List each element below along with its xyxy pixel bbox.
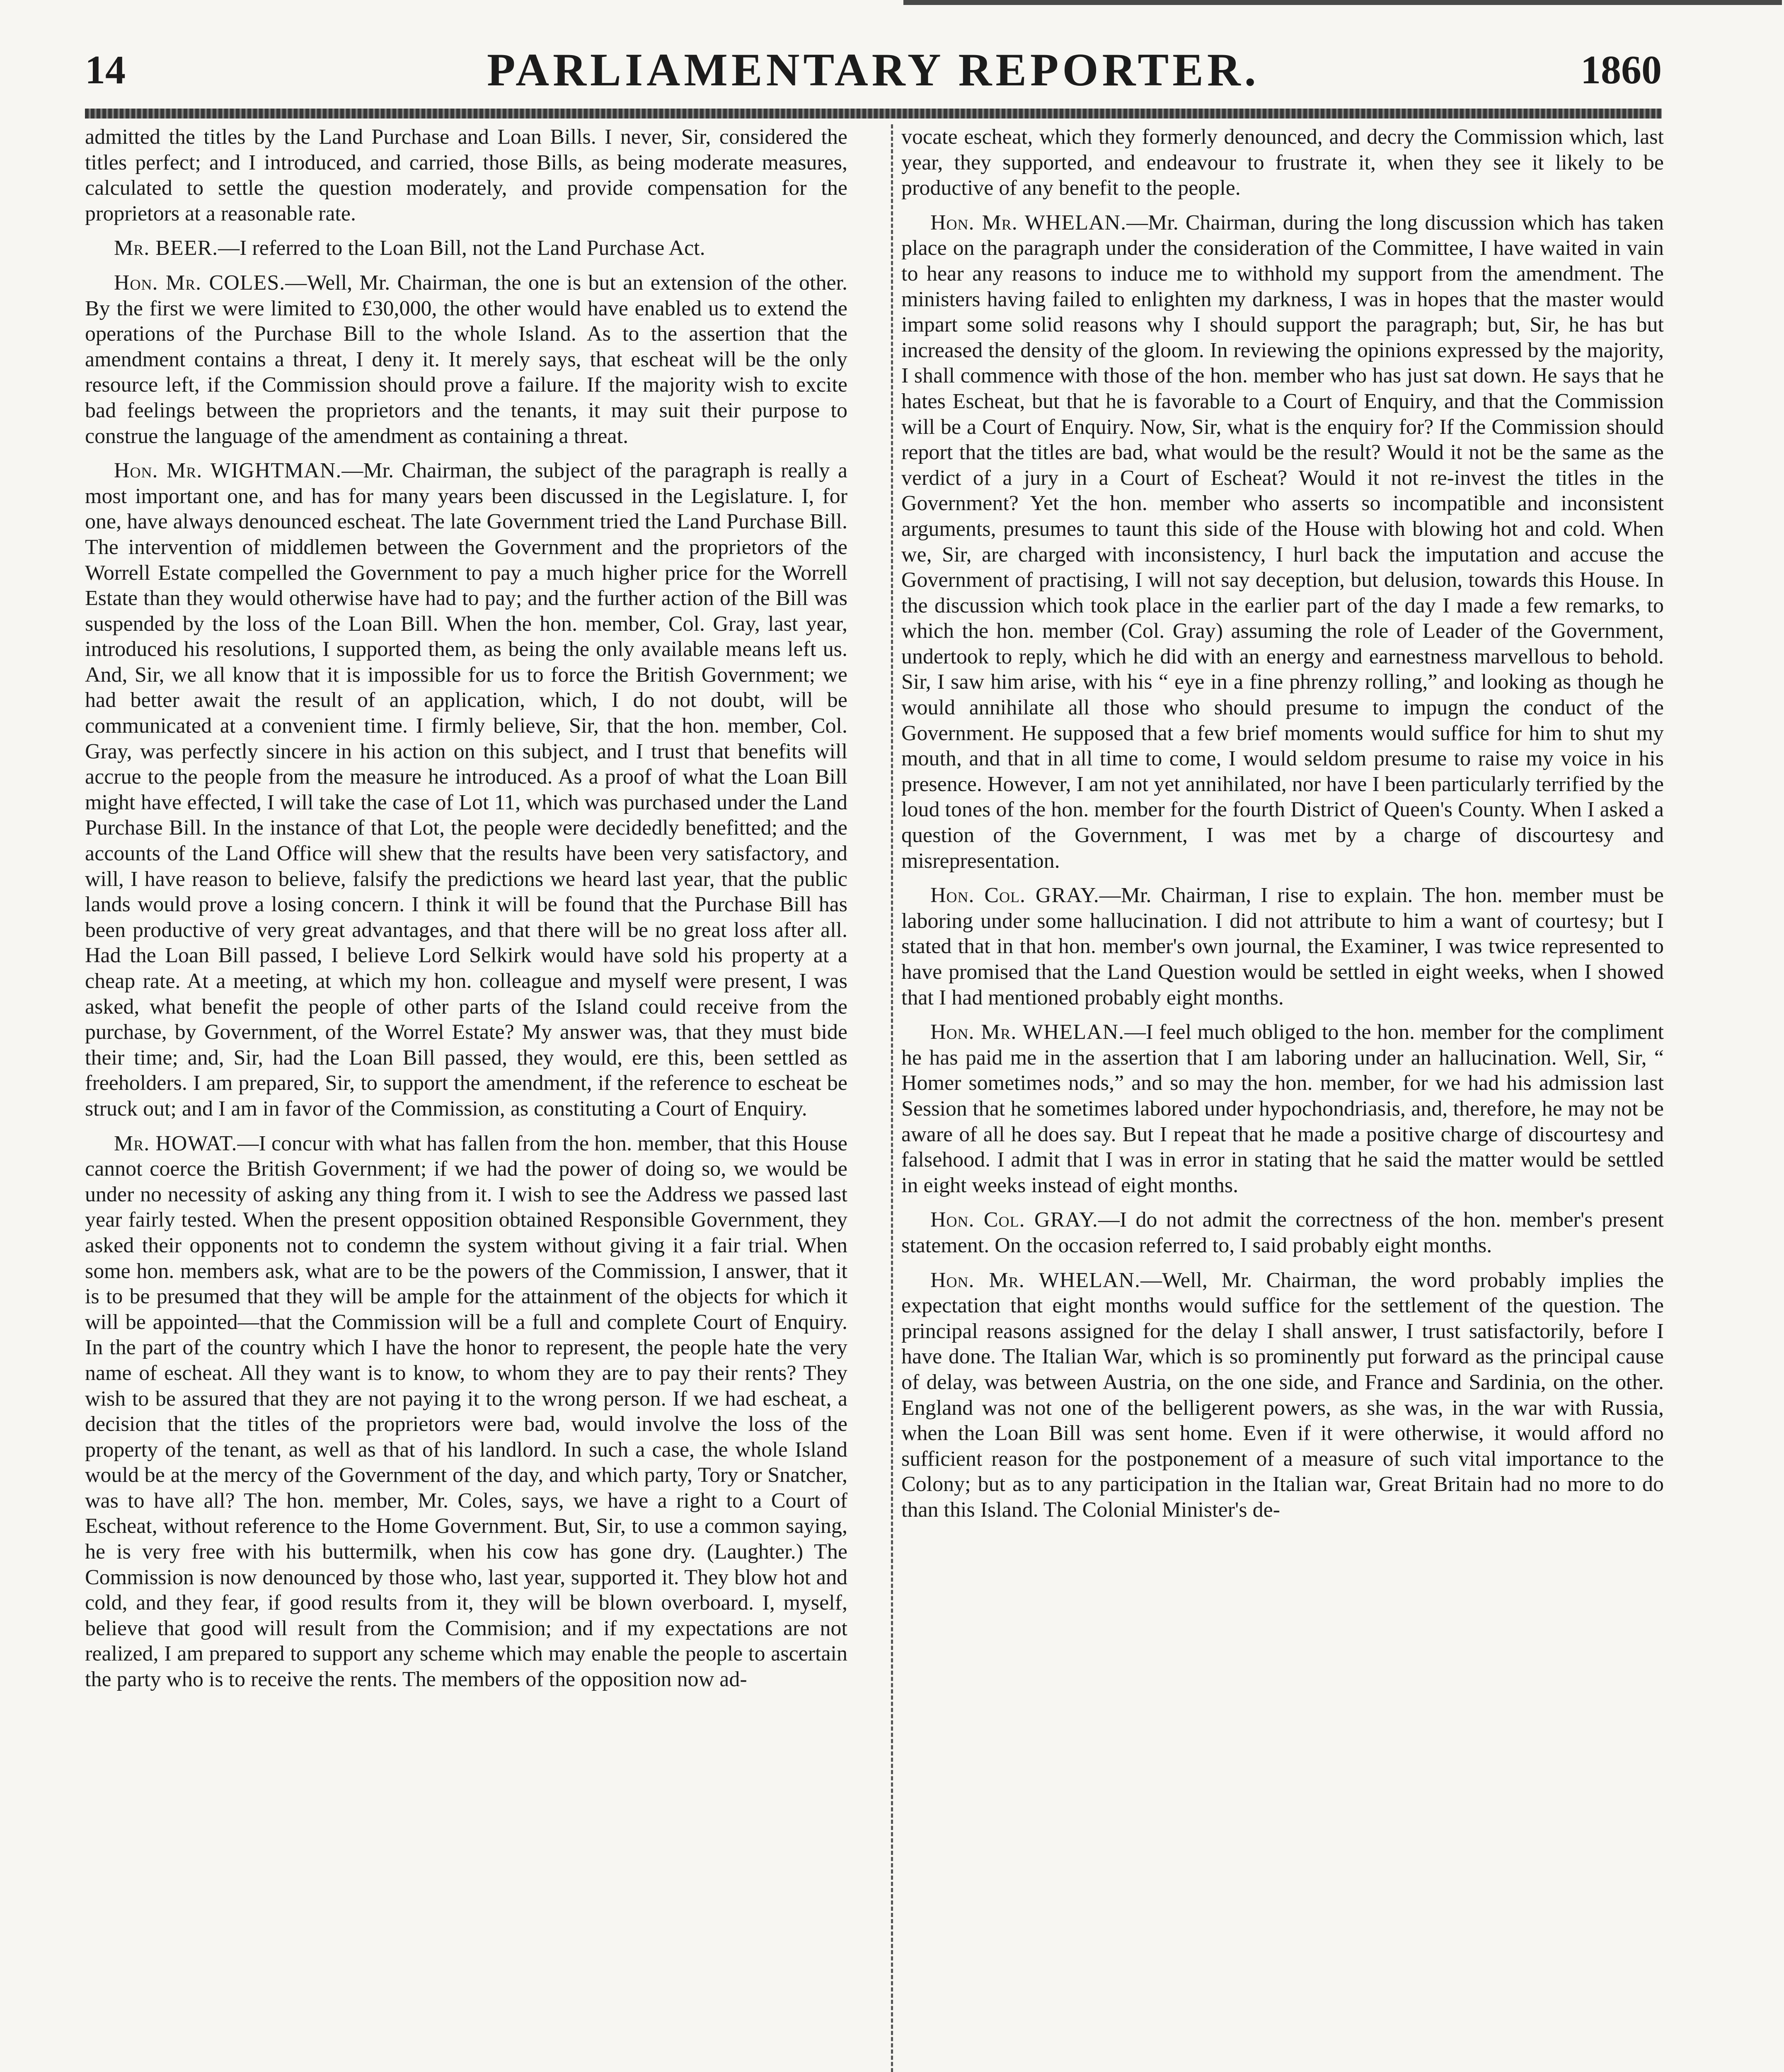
paragraph [901,1207,1664,1258]
paragraph-text: —Mr. Chairman, the subject of the paragraph is really a most important one, and has for many years been discussed in the Legislature. I, for one, have always denounced escheat. The late Government tried the Land Purchase Bill. The intervention of middlemen between the Government and the proprietors of the Worrell Estate compelled the Government to pay a much higher price for the Worrell Estate than they would otherwise have had to pay; and the further action of the Bill was suspended by the loss of the Loan Bill. When the hon. member, Col. Gray, last year, introduced his resolutions, I supported them, as being the only available means left us. And, Sir, we all know that it is impossible for us to force the British Government; we had better await the result of an application, which, I do not doubt, will be communicated at a convenient time. I firmly believe, Sir, that the hon. member, Col. Gray, was perfectly sincere in his action on this subject, and I trust that benefits will accrue to the people from the measure he introduced. As a proof of what the Loan Bill might have effected, I will take the case of Lot 11, which was purchased under the Land Purchase Bill. In the instance of that Lot, the people were decidedly benefitted; and the accounts of the Land Office will shew that the results have been very satisfactory, and will, I have reason to believe, falsify the predictions we heard last year, that the public lands would prove a losing concern. I think it will be found that the Purchase Bill has been productive of very great advantages, and that there will be no great loss after all. Had the Loan Bill passed, I believe Lord Selkirk would have sold his property at a cheap rate. At a meeting, at which my hon. colleague and myself were present, I was asked, what benefit the people of other parts of the Island could receive from the purchase, by Government, of the Worrel Estate? My answer was, that they must bide their time; and, Sir, had the Loan Bill passed, they would, ere this, been settled as freeholders. I am prepared, Sir, to support the amendment, if the reference to escheat be struck out; and I am in favor of the Commission, as constituting a Court of Enquiry. [85,459,847,1121]
speaker-name: Hon. Mr. WHELAN. [930,1020,1125,1044]
paragraph [901,883,1664,1010]
page-number: 14 [85,48,126,92]
paragraph [901,1268,1664,1523]
top-edge-rule [903,0,1782,5]
paragraph [85,458,847,1121]
paragraph-text: —I referred to the Loan Bill, not the Land Purchase Act. [218,236,705,260]
masthead-title: PARLIAMENTARY REPORTER. [487,44,1260,96]
column-divider [891,124,893,2072]
speaker-name: Hon. Col. GRAY. [930,884,1099,908]
paragraph [85,235,847,261]
paragraph [901,124,1664,201]
speaker-name: Mr. BEER. [114,236,218,260]
paragraph-text: —Mr. Chairman, during the long discussion which has taken place on the paragraph under the consideration of the Committee, I have waited in vain to hear any reasons to induce me to withhold my support from the amendment. The ministers having failed to enlighten my darkness, I was in hopes that the master would impart some solid reasons why I should support the paragraph; but, Sir, he has but increased the density of the gloom. In reviewing the opinions expressed by the majority, I shall commence with those of the hon. member who has just sat down. He says that he hates Escheat, but that he is favorable to a Court of Enquiry, and that the Commission will be a Court of Enquiry. Now, Sir, what is the enquiry for? If the Commission should report that the titles are bad, what would be the result? Would it not be the same as the verdict of a jury in a Court of Escheat? Would it not re-invest the titles in the Government? Yet the hon. member who asserts so incompatible and inconsistent arguments, presumes to taunt this side of the House with blowing hot and cold. When we, Sir, are charged with inconsistency, I hurl back the imputation and accuse the Government of practising, I will not say deception, but delusion, towards this House. In the discussion which took place in the earlier part of the day I made a few remarks, to which the hon. member (Col. Gray) assuming the role of Leader of the Government, undertook to reply, which he did with an energy and earnestness marvellous to behold. Sir, I saw him arise, with his “ eye in a fine phrenzy rolling,” and looking as though he would annihilate all those who should presume to impugn the conduct of the Government. He supposed that a few brief moments would suffice for him to shut my mouth, and that in all time to come, I would seldom presume to raise my voice in his presence. However, I am not yet annihilated, nor have I been particularly terrified by the loud tones of the hon. member for the fourth District of Queen's County. When I asked a question of the Government, I was met by a charge of discourtesy and misrepresentation. [901,211,1664,873]
paragraph-text: —Well, Mr. Chairman, the one is but an extension of the other. By the first we were limited to £30,000, the other would have enabled us to extend the operations of the Purchase Bill to the whole Island. As to the assertion that the amendment contains a threat, I deny it. It merely says, that escheat will be the only resource left, if the Commission should prove a failure. If the majority wish to excite bad feelings between the proprietors and the tenants, it may suit their purpose to construe the language of the amendment as containing a threat. [85,271,847,448]
paragraph [901,210,1664,874]
paragraph-text: —Mr. Chairman, I rise to explain. The hon. member must be laboring under some hallucination. I did not attribute to him a want of courtesy; but I stated that in that hon. member's own journal, the Examiner, I was twice represented to have promised that the Land Question would be settled in eight weeks, when I showed that I had mentioned probably eight months. [901,884,1664,1009]
speaker-name: Hon. Mr. COLES. [114,271,286,295]
paragraph-text: —Well, Mr. Chairman, the word probably implies the expectation that eight months would suffice for the settlement of the question. The principal reasons assigned for the delay I shall answer, I trust satisfactorily, before I have done. The Italian War, which is so prominently put forward as the principal cause of delay, was between Austria, on the one side, and France and Sardinia, on the other. England was not one of the belligerent powers, as she was, in the war with Russia, when the Loan Bill was sent home. Even if it were otherwise, it would afford no sufficient reason for the postponement of a measure of such vital importance to the Colony; but as to any participation in the Italian war, Great Britain had no more to do than this Island. The Colonial Minister's de- [901,1268,1664,1522]
paragraph [85,270,847,449]
speaker-name: Hon. Mr. WHELAN. [930,1268,1140,1292]
speaker-name: Hon. Mr. WHELAN. [930,211,1127,235]
paragraph-text: —I feel much obliged to the hon. member for the compliment he has paid me in the assertion that I am laboring under an hallucination. Well, Sir, “ Homer sometimes nods,” and so may the hon. member, for we had his admission last Session that he sometimes labored under hypochondriasis, and, therefore, he may not be aware of all he does say. But I repeat that he made a positive charge of discourtesy and falsehood. I admit that I was in error in stating that he said the matter would be settled in eight weeks instead of eight months. [901,1020,1664,1197]
right-column [901,124,1664,2072]
left-column [85,124,847,2072]
paragraph [85,124,847,226]
paragraph-text: vocate escheat, which they formerly denounced, and decry the Commission which, last year, they supported, and endeavour to frustrate it, when they see it likely to be productive of any benefit to the people. [901,125,1664,200]
page-header [85,39,1662,97]
paragraph-text: —I concur with what has fallen from the hon. member, that this House cannot coerce the British Government; if we had the power of doing so, we would be under no necessity of asking any thing from it. I wish to see the Address we passed last year fairly tested. When the present opposition obtained Responsible Government, they asked their opponents not to condemn the system without giving it a fair trial. When some hon. members ask, what are to be the powers of the Commission, I answer, that it is to be presumed that they will be ample for the attainment of the objects for which it will be appointed—that the Commission will be a full and complete Court of Enquiry. In the part of the country which I have the honor to represent, the people hate the very name of escheat. All they want is to know, to whom they are to pay their rents? They wish to be assured that they are not paying it to the wrong person. If we had escheat, a decision that the titles of the proprietors were bad, would involve the loss of the property of the tenant, as well as that of his landlord. In such a case, the whole Island would be at the mercy of the Government of the day, and which party, Tory or Snatcher, was to have all? The hon. member, Mr. Coles, says, we have a right to a Court of Escheat, without reference to the Home Government. But, Sir, to use a common saying, he is very free with his buttermilk, when his cow has gone dry. (Laughter.) The Commission is now denounced by those who, last year, supported it. They blow hot and cold, and they fear, if good results from it, they will be blown overboard. I, myself, believe that good will result from the Commision; and if my expectations are not realized, I am prepared to support any scheme which may enable the people to ascertain the party who is to receive the rents. The members of the opposition now ad- [85,1131,847,1692]
paragraph [901,1019,1664,1198]
year-label: 1860 [1581,48,1662,92]
header-rule [85,109,1662,119]
speaker-name: Mr. HOWAT. [114,1131,237,1155]
speaker-name: Hon. Mr. WIGHTMAN. [114,459,342,483]
paragraph-text: admitted the titles by the Land Purchase and Loan Bills. I never, Sir, considered the titles perfect; and I introduced, and carried, those Bills, as being moderate measures, calculated to settle the question moderately, and provide compensation for the proprietors at a reasonable rate. [85,125,847,225]
paragraph [85,1131,847,1692]
paragraph-text: —I do not admit the correctness of the hon. member's present statement. On the occasion referred to, I said probably eight months. [901,1208,1664,1257]
speaker-name: Hon. Col. GRAY. [930,1208,1098,1232]
